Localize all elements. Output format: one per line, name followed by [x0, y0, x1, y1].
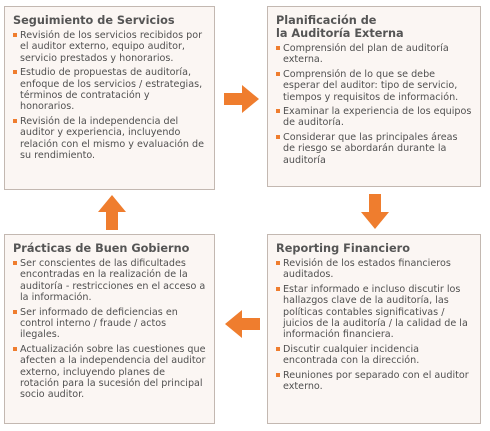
arrow-up-icon [97, 194, 127, 230]
bullet-square-icon [276, 135, 280, 139]
item-text: Ser informado de deficiencias en control interno / fraude / actos ilegales. [20, 306, 178, 341]
item-text: Discutir cualquier incidencia encontrada con la dirección. [283, 343, 420, 367]
arrow-right-icon [224, 84, 260, 114]
bullet-square-icon [13, 119, 17, 123]
bullet-square-icon [276, 287, 280, 291]
item-list [276, 43, 472, 166]
list-item [13, 116, 206, 162]
box-seguimiento-servicios [4, 6, 215, 190]
item-text: Considerar que las principales áreas de riesgo se abordarán durante la auditoría [283, 131, 458, 166]
bullet-square-icon [13, 33, 17, 37]
box-title: Prácticas de Buen Gobierno [13, 242, 190, 255]
box-title: Seguimiento de Servicios [13, 14, 175, 27]
bullet-square-icon [276, 46, 280, 50]
bullet-square-icon [13, 70, 17, 74]
list-item [276, 43, 472, 66]
item-text: Estar informado e incluso discutir los hallazgos clave de la auditoría, las políticas contables significativas / juicios de la auditoría / la calidad de la información financiera. [283, 283, 468, 341]
item-list [276, 258, 472, 392]
item-text: Examinar la experiencia de los equipos de auditoría. [283, 106, 472, 129]
list-item [13, 258, 206, 304]
arrow-left-icon [224, 309, 260, 339]
list-item [13, 30, 206, 64]
list-item [276, 69, 472, 103]
bullet-square-icon [276, 347, 280, 351]
list-item [276, 284, 472, 341]
item-text: Comprensión del plan de auditoría externa. [283, 43, 449, 66]
bullet-square-icon [276, 72, 280, 76]
bullet-square-icon [276, 109, 280, 113]
bullet-square-icon [276, 373, 280, 377]
item-text: Actualización sobre las cuestiones que afecten a la independencia del auditor externo, incluyendo planes de rotación para la sucesión del principal socio auditor. [20, 343, 206, 401]
list-item [276, 132, 472, 166]
box-reporting-financiero [267, 234, 481, 424]
arrow-down-icon [360, 194, 390, 230]
list-item [276, 344, 472, 367]
item-text: Revisión de los estados financieros auditados. [283, 258, 451, 281]
list-item [276, 370, 472, 393]
item-text: Revisión de la independencia del auditor y experiencia, incluyendo relación con el mismo y evaluación de su rendimiento. [20, 115, 205, 162]
bullet-square-icon [276, 261, 280, 265]
item-text: Ser conscientes de las dificultades encontradas en la realización de la auditoría - restricciones en el acceso a la información. [20, 258, 206, 304]
list-item [13, 307, 206, 341]
item-list [13, 258, 206, 401]
bullet-square-icon [13, 310, 17, 314]
list-item [13, 67, 206, 113]
list-item [13, 344, 206, 401]
box-title: Planificación de la Auditoría Externa [276, 14, 404, 40]
list-item [276, 106, 472, 129]
list-item [276, 258, 472, 281]
item-list [13, 30, 206, 161]
box-title: Reporting Financiero [276, 242, 410, 255]
box-practicas-buen-gobierno [4, 234, 215, 424]
box-planificacion-auditoria [267, 6, 481, 187]
item-text: Comprensión de lo que se debe esperar del auditor: tipo de servicio, tiempos y requisitos de información. [283, 68, 459, 103]
item-text: Revisión de los servicios recibidos por el auditor externo, equipo auditor, servicio prestados y honorarios. [20, 30, 203, 64]
bullet-square-icon [13, 347, 17, 351]
item-text: Reuniones por separado con el auditor externo. [283, 369, 469, 393]
item-text: Estudio de propuestas de auditoría, enfoque de los servicios / estrategias, términos de contratación y honorarios. [20, 67, 203, 113]
bullet-square-icon [13, 261, 17, 265]
